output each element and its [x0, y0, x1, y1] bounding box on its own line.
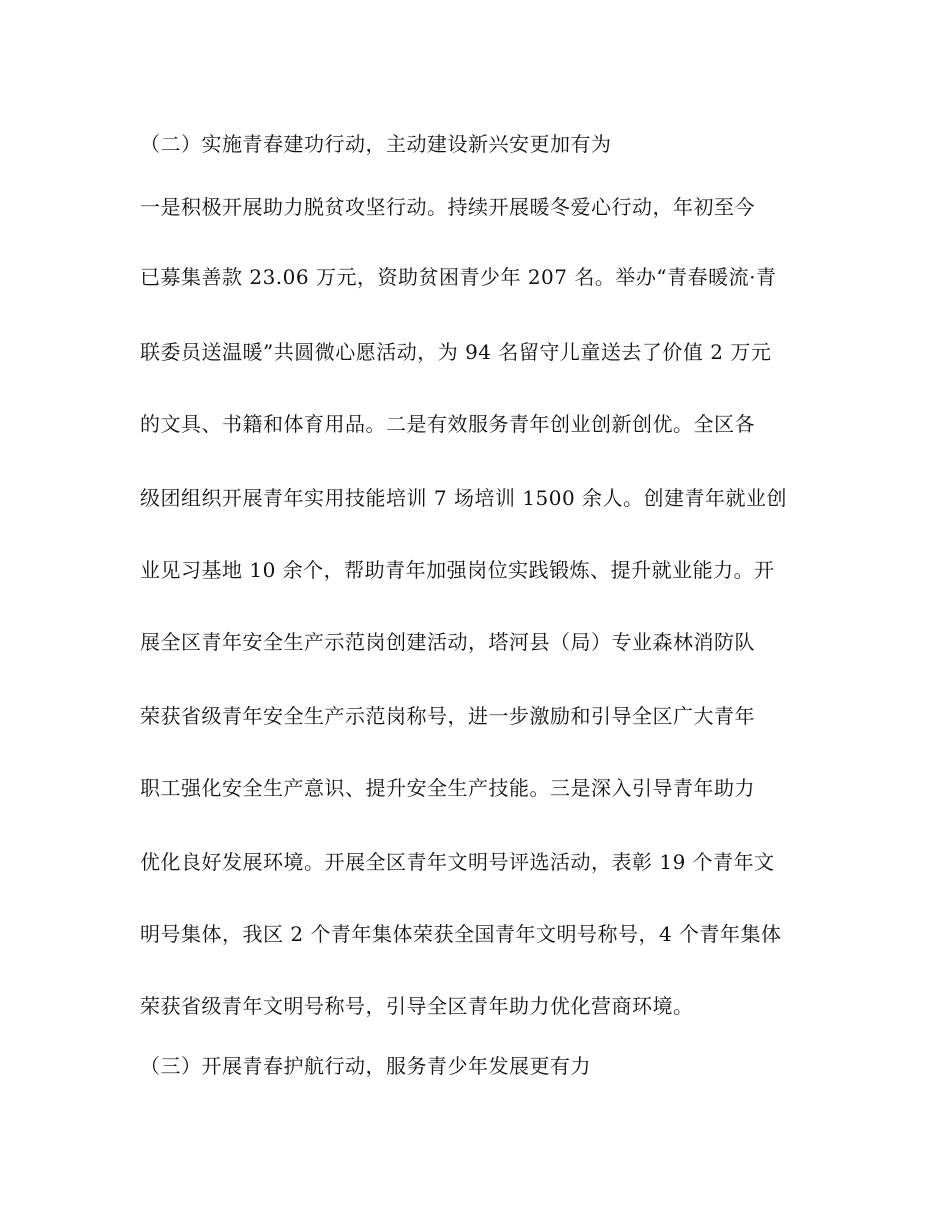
paragraph-line: 级团组织开展青年实用技能培训 7 场培训 1500 余人。创建青年就业创: [140, 486, 788, 510]
paragraph-line: 的文具、书籍和体育用品。二是有效服务青年创业创新创优。全区各: [140, 412, 755, 436]
paragraph-line: 一是积极开展助力脱贫攻坚行动。持续开展暖冬爱心行动，年初至今: [140, 195, 755, 219]
paragraph-line: 优化良好发展环境。开展全区青年文明号评选活动，表彰 19 个青年文: [140, 850, 775, 874]
paragraph-line: 荣获省级青年安全生产示范岗称号，进一步激励和引导全区广大青年: [140, 704, 755, 728]
paragraph-line: 荣获省级青年文明号称号，引导全区青年助力优化营商环境。: [140, 994, 694, 1018]
paragraph-line: 展全区青年安全生产示范岗创建活动，塔河县（局）专业森林消防队: [140, 630, 755, 654]
paragraph-line: 联委员送温暖”共圆微心愿活动，为 94 名留守儿童送去了价值 2 万元: [140, 340, 772, 364]
section-heading-3: （三）开展青春护航行动，服务青少年发展更有力: [140, 1054, 591, 1078]
section-heading-2: （二）实施青春建功行动，主动建设新兴安更加有为: [140, 132, 612, 156]
paragraph-line: 已募集善款 23.06 万元，资助贫困青少年 207 名。举办“青春暖流·青: [140, 265, 777, 289]
paragraph-line: 职工强化安全生产意识、提升安全生产技能。三是深入引导青年助力: [140, 776, 755, 800]
paragraph-line: 业见习基地 10 余个，帮助青年加强岗位实践锻炼、提升就业能力。开: [140, 558, 775, 582]
paragraph-line: 明号集体，我区 2 个青年集体荣获全国青年文明号称号，4 个青年集体: [140, 922, 782, 946]
